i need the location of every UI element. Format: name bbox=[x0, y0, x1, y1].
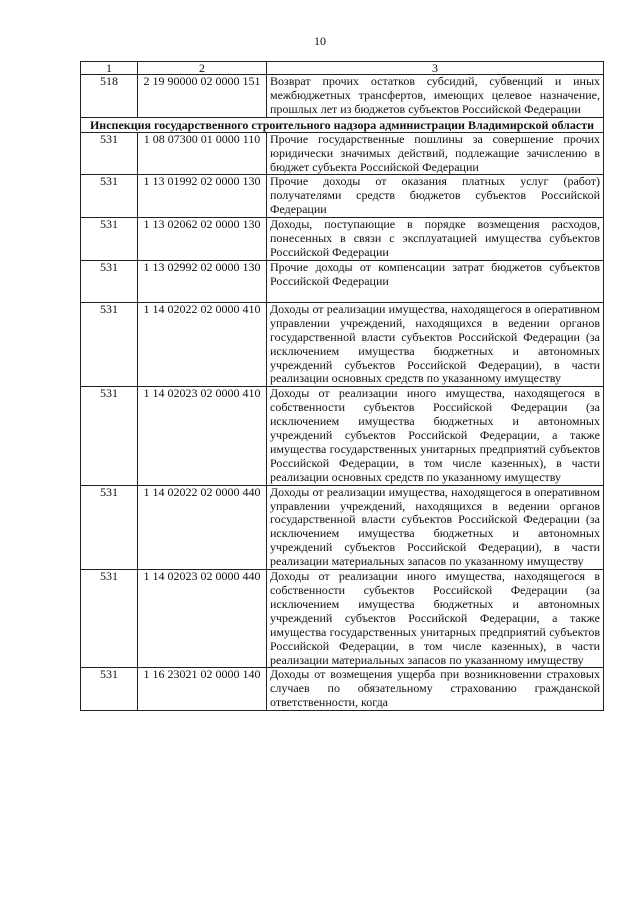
revenue-code: 1 08 07300 01 0000 110 bbox=[138, 132, 267, 175]
table-row bbox=[81, 668, 604, 711]
revenue-code: 1 16 23021 02 0000 140 bbox=[138, 668, 267, 711]
revenue-codes-table bbox=[80, 61, 604, 711]
admin-code: 531 bbox=[81, 260, 138, 302]
revenue-description: Доходы от реализации имущества, находящегося в оперативном управлении учреждений, находящихся в ведении органов государственной власти субъектов Российской Федерации (за исключением имущества бюджетных и автономных учреждений субъектов Российской Федерации), в части реализации основных средств по указанному имуществу bbox=[267, 302, 604, 386]
table-row bbox=[81, 570, 604, 668]
revenue-code: 2 19 90000 02 0000 151 bbox=[138, 75, 267, 118]
revenue-code: 1 13 01992 02 0000 130 bbox=[138, 175, 267, 218]
admin-code: 531 bbox=[81, 218, 138, 261]
admin-code: 531 bbox=[81, 387, 138, 485]
admin-code: 531 bbox=[81, 175, 138, 218]
revenue-code: 1 14 02022 02 0000 410 bbox=[138, 302, 267, 386]
admin-code: 531 bbox=[81, 302, 138, 386]
header-col-2: 2 bbox=[138, 62, 267, 75]
revenue-code: 1 14 02023 02 0000 440 bbox=[138, 570, 267, 668]
revenue-description: Прочие доходы от оказания платных услуг (работ) получателями средств бюджетов субъектов Российской Федерации bbox=[267, 175, 604, 218]
page-number: 10 bbox=[314, 34, 326, 48]
revenue-description: Доходы от возмещения ущерба при возникновении страховых случаев по обязательному страхованию гражданской ответственности, когда bbox=[267, 668, 604, 711]
revenue-code: 1 14 02023 02 0000 410 bbox=[138, 387, 267, 485]
revenue-description: Прочие доходы от компенсации затрат бюджетов субъектов Российской Федерации bbox=[267, 260, 604, 302]
table-row bbox=[81, 175, 604, 218]
header-col-1: 1 bbox=[81, 62, 138, 75]
revenue-code: 1 13 02062 02 0000 130 bbox=[138, 218, 267, 261]
revenue-description: Доходы от реализации имущества, находящегося в оперативном управлении учреждений, находящихся в ведении органов государственной власти субъектов Российской Федерации (за исключением имущества бюджетных и автономных учреждений субъектов Российской Федерации), в части реализации материальных запасов по указанному имуществу bbox=[267, 485, 604, 569]
section-header-row bbox=[81, 117, 604, 132]
revenue-description: Прочие государственные пошлины за совершение прочих юридически значимых действий, подлежащие зачислению в бюджет субъекта Российской Федерации bbox=[267, 132, 604, 175]
revenue-description: Доходы от реализации иного имущества, находящегося в собственности субъектов Российской Федерации (за исключением имущества бюджетных и автономных учреждений субъектов Российской Федерации, а также имущества государственных унитарных предприятий субъектов Российской Федерации, в том числе казенных), в части реализации основных средств по указанному имуществу bbox=[267, 387, 604, 485]
section-title: Инспекция государственного строительного надзора администрации Владимирской области bbox=[81, 117, 604, 132]
table-header-row bbox=[81, 62, 604, 75]
table-row bbox=[81, 132, 604, 175]
header-col-3: 3 bbox=[267, 62, 604, 75]
table-row bbox=[81, 302, 604, 386]
revenue-description: Возврат прочих остатков субсидий, субвенций и иных межбюджетных трансфертов, имеющих целевое назначение, прошлых лет из бюджетов субъектов Российской Федерации bbox=[267, 75, 604, 118]
table-row bbox=[81, 260, 604, 302]
table-row bbox=[81, 218, 604, 261]
admin-code: 531 bbox=[81, 132, 138, 175]
admin-code: 531 bbox=[81, 485, 138, 569]
revenue-code: 1 13 02992 02 0000 130 bbox=[138, 260, 267, 302]
table-row bbox=[81, 387, 604, 485]
admin-code: 531 bbox=[81, 570, 138, 668]
table-row bbox=[81, 75, 604, 118]
admin-code: 531 bbox=[81, 668, 138, 711]
revenue-code: 1 14 02022 02 0000 440 bbox=[138, 485, 267, 569]
revenue-description: Доходы, поступающие в порядке возмещения расходов, понесенных в связи с эксплуатацией имущества субъектов Российской Федерации bbox=[267, 218, 604, 261]
revenue-description: Доходы от реализации иного имущества, находящегося в собственности субъектов Российской Федерации (за исключением имущества бюджетных и автономных учреждений субъектов Российской Федерации, а также имущества государственных унитарных предприятий субъектов Российской Федерации, в том числе казенных), в части реализации материальных запасов по указанному имуществу bbox=[267, 570, 604, 668]
table-row bbox=[81, 485, 604, 569]
admin-code: 518 bbox=[81, 75, 138, 118]
